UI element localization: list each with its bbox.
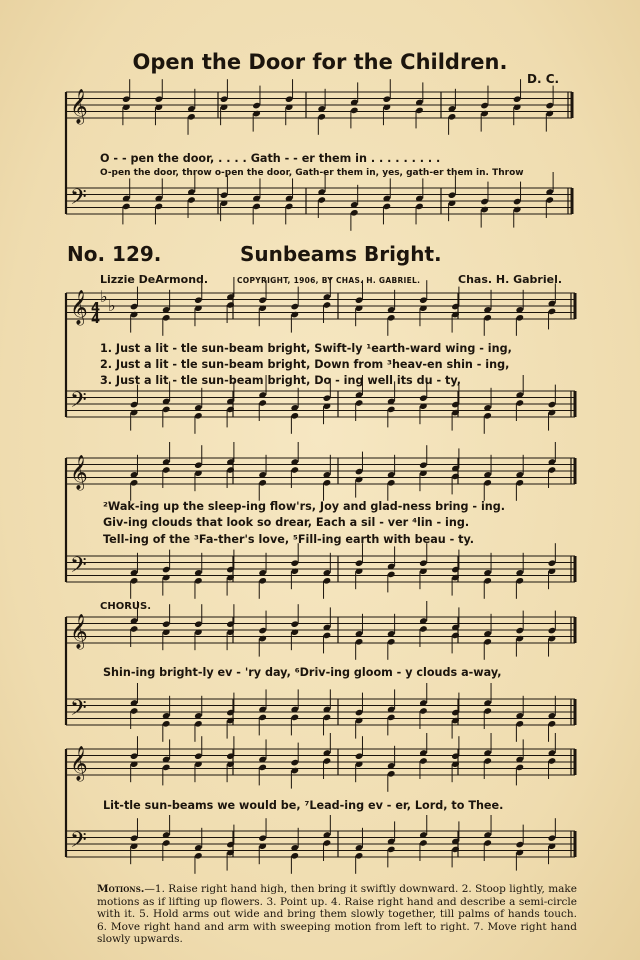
song-number: No. 129.	[67, 242, 162, 266]
time-signature: 4	[91, 312, 101, 327]
treble-clef: 𝄞	[70, 290, 88, 325]
verse-3-line-2: Tell-ing of the ³Fa-ther's love, ⁵Fill-ing earth with beau - ty.	[103, 533, 475, 546]
chorus-line-1: Shin-ing bright-ly ev - 'ry day, ⁶Driv-ing gloom - y clouds a-way,	[103, 666, 502, 679]
motions-label: Motions.	[97, 883, 145, 895]
bass-clef: 𝄢	[70, 388, 87, 418]
chorus-line-2: Lit-tle sun-beams we would be, ⁷Lead-ing ev - er, Lord, to Thee.	[103, 799, 504, 812]
song-title: Sunbeams Bright.	[240, 242, 442, 266]
time-signature: 4	[91, 301, 101, 316]
verse-1-line-1: 1. Just a lit - tle sun-beam bright, Swift-ly ¹earth-ward wing - ing,	[100, 342, 512, 355]
motions-body: —1. Raise right hand high, then bring it swiftly downward. 2. Stoop lightly, make motions as if lifting up flowers. 3. Point up. 4. Raise right hand and describe a semi-circle with it. 5. Hold arms out wide and bring them slowly together, till palms of hands touch. 6. Move right hand and arm with sweeping motion from left to right. 7. Move right hand slowly upwards.	[97, 883, 577, 946]
copyright: COPYRIGHT, 1906, BY CHAS. H. GABRIEL.	[237, 276, 421, 285]
bass-clef: 𝄢	[70, 553, 87, 583]
treble-clef: 𝄞	[70, 746, 88, 781]
flat-sign: ♭	[100, 287, 108, 306]
treble-clef: 𝄞	[70, 89, 88, 124]
bass-clef: 𝄢	[70, 828, 87, 858]
bass-clef: 𝄢	[70, 185, 87, 215]
treble-clef: 𝄞	[70, 455, 88, 490]
verse-1-line-2: ²Wak-ing up the sleep-ing flow'rs, Joy and glad-ness bring - ing.	[103, 500, 506, 513]
verse-2-line-2: Giv-ing clouds that look so drear, Each a sil - ver ⁴lin - ing.	[103, 516, 470, 529]
verse-2-line-1: 2. Just a lit - tle sun-beam bright, Down from ³heav-en shin - ing,	[100, 358, 510, 371]
composer: Chas. H. Gabriel.	[458, 273, 563, 286]
dc-mark: D. C.	[527, 72, 560, 86]
treble-clef: 𝄞	[70, 614, 88, 649]
bass-clef: 𝄢	[70, 696, 87, 726]
lyricist: Lizzie DeArmond.	[100, 273, 209, 286]
top-song-title: Open the Door for the Children.	[132, 50, 508, 74]
top-song-lyric-bass: O-pen the door, throw o-pen the door, Gath-er them in, yes, gath-er them in. Throw	[100, 168, 524, 178]
top-song-lyric-main: O - - pen the door, . . . . Gath - - er them in . . . . . . . . .	[100, 152, 441, 165]
flat-sign: ♭	[108, 296, 116, 315]
chorus-label: CHORUS.	[100, 601, 152, 612]
verse-3-line-1: 3. Just a lit - tle sun-beam bright, Do - ing well its du - ty,	[100, 374, 462, 387]
